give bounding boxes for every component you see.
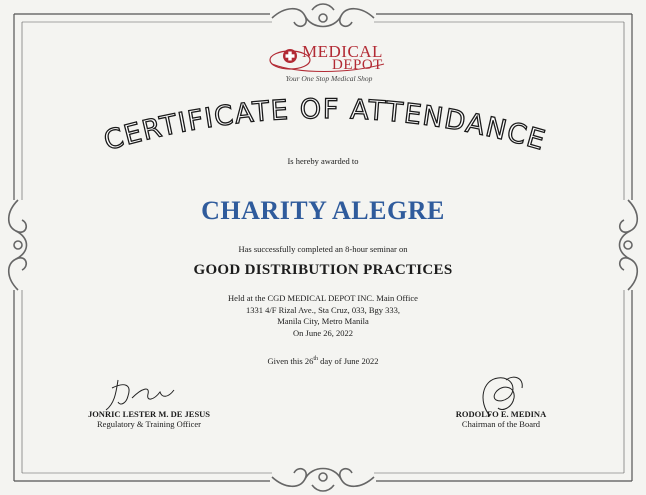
signatory-right <box>426 409 576 429</box>
given-prefix: Given this 26 <box>267 356 314 366</box>
seminar-title: GOOD DISTRIBUTION PRACTICES <box>193 262 453 278</box>
left-signature <box>98 374 188 414</box>
logo-tagline: Your One Stop Medical Shop <box>285 74 373 83</box>
recipient-name: CHARITY ALEGRE <box>201 196 445 225</box>
given-ordinal: th <box>313 356 319 363</box>
completed-text: Has successfully completed an 8-hour seminar on <box>238 244 408 254</box>
venue-line: Manila City, Metro Manila <box>277 316 369 326</box>
venue-line: 1331 4/F Rizal Ave., Sta Cruz, 033, Bgy 333, <box>245 304 401 315</box>
given-date <box>0 356 646 366</box>
venue-block <box>0 293 646 339</box>
venue-line: Held at the CGD MEDICAL DEPOT INC. Main Office <box>228 293 418 303</box>
venue-line: On June 26, 2022 <box>293 327 353 338</box>
certificate-title <box>85 92 565 162</box>
signatory-name: JONRIC LESTER M. DE JESUS <box>87 409 211 419</box>
top-ornament <box>272 4 374 27</box>
given-suffix: day of June 2022 <box>318 356 379 366</box>
title-text: CERTIFICATE OF ATTENDANCE <box>100 93 550 157</box>
awarded-text: Is hereby awarded to <box>287 156 359 166</box>
logo-brand-line1: MEDICAL <box>302 42 383 61</box>
bottom-ornament <box>272 469 374 492</box>
signatory-left <box>64 409 234 429</box>
signatory-role: Chairman of the Board <box>461 419 541 429</box>
signatory-name: RODOLFO E. MEDINA <box>455 409 547 419</box>
svg-text:CERTIFICATE OF ATTENDANCE <box>101 94 550 157</box>
logo-brand-line2: DEPOT <box>332 57 383 73</box>
signatory-role: Regulatory & Training Officer <box>97 419 201 429</box>
